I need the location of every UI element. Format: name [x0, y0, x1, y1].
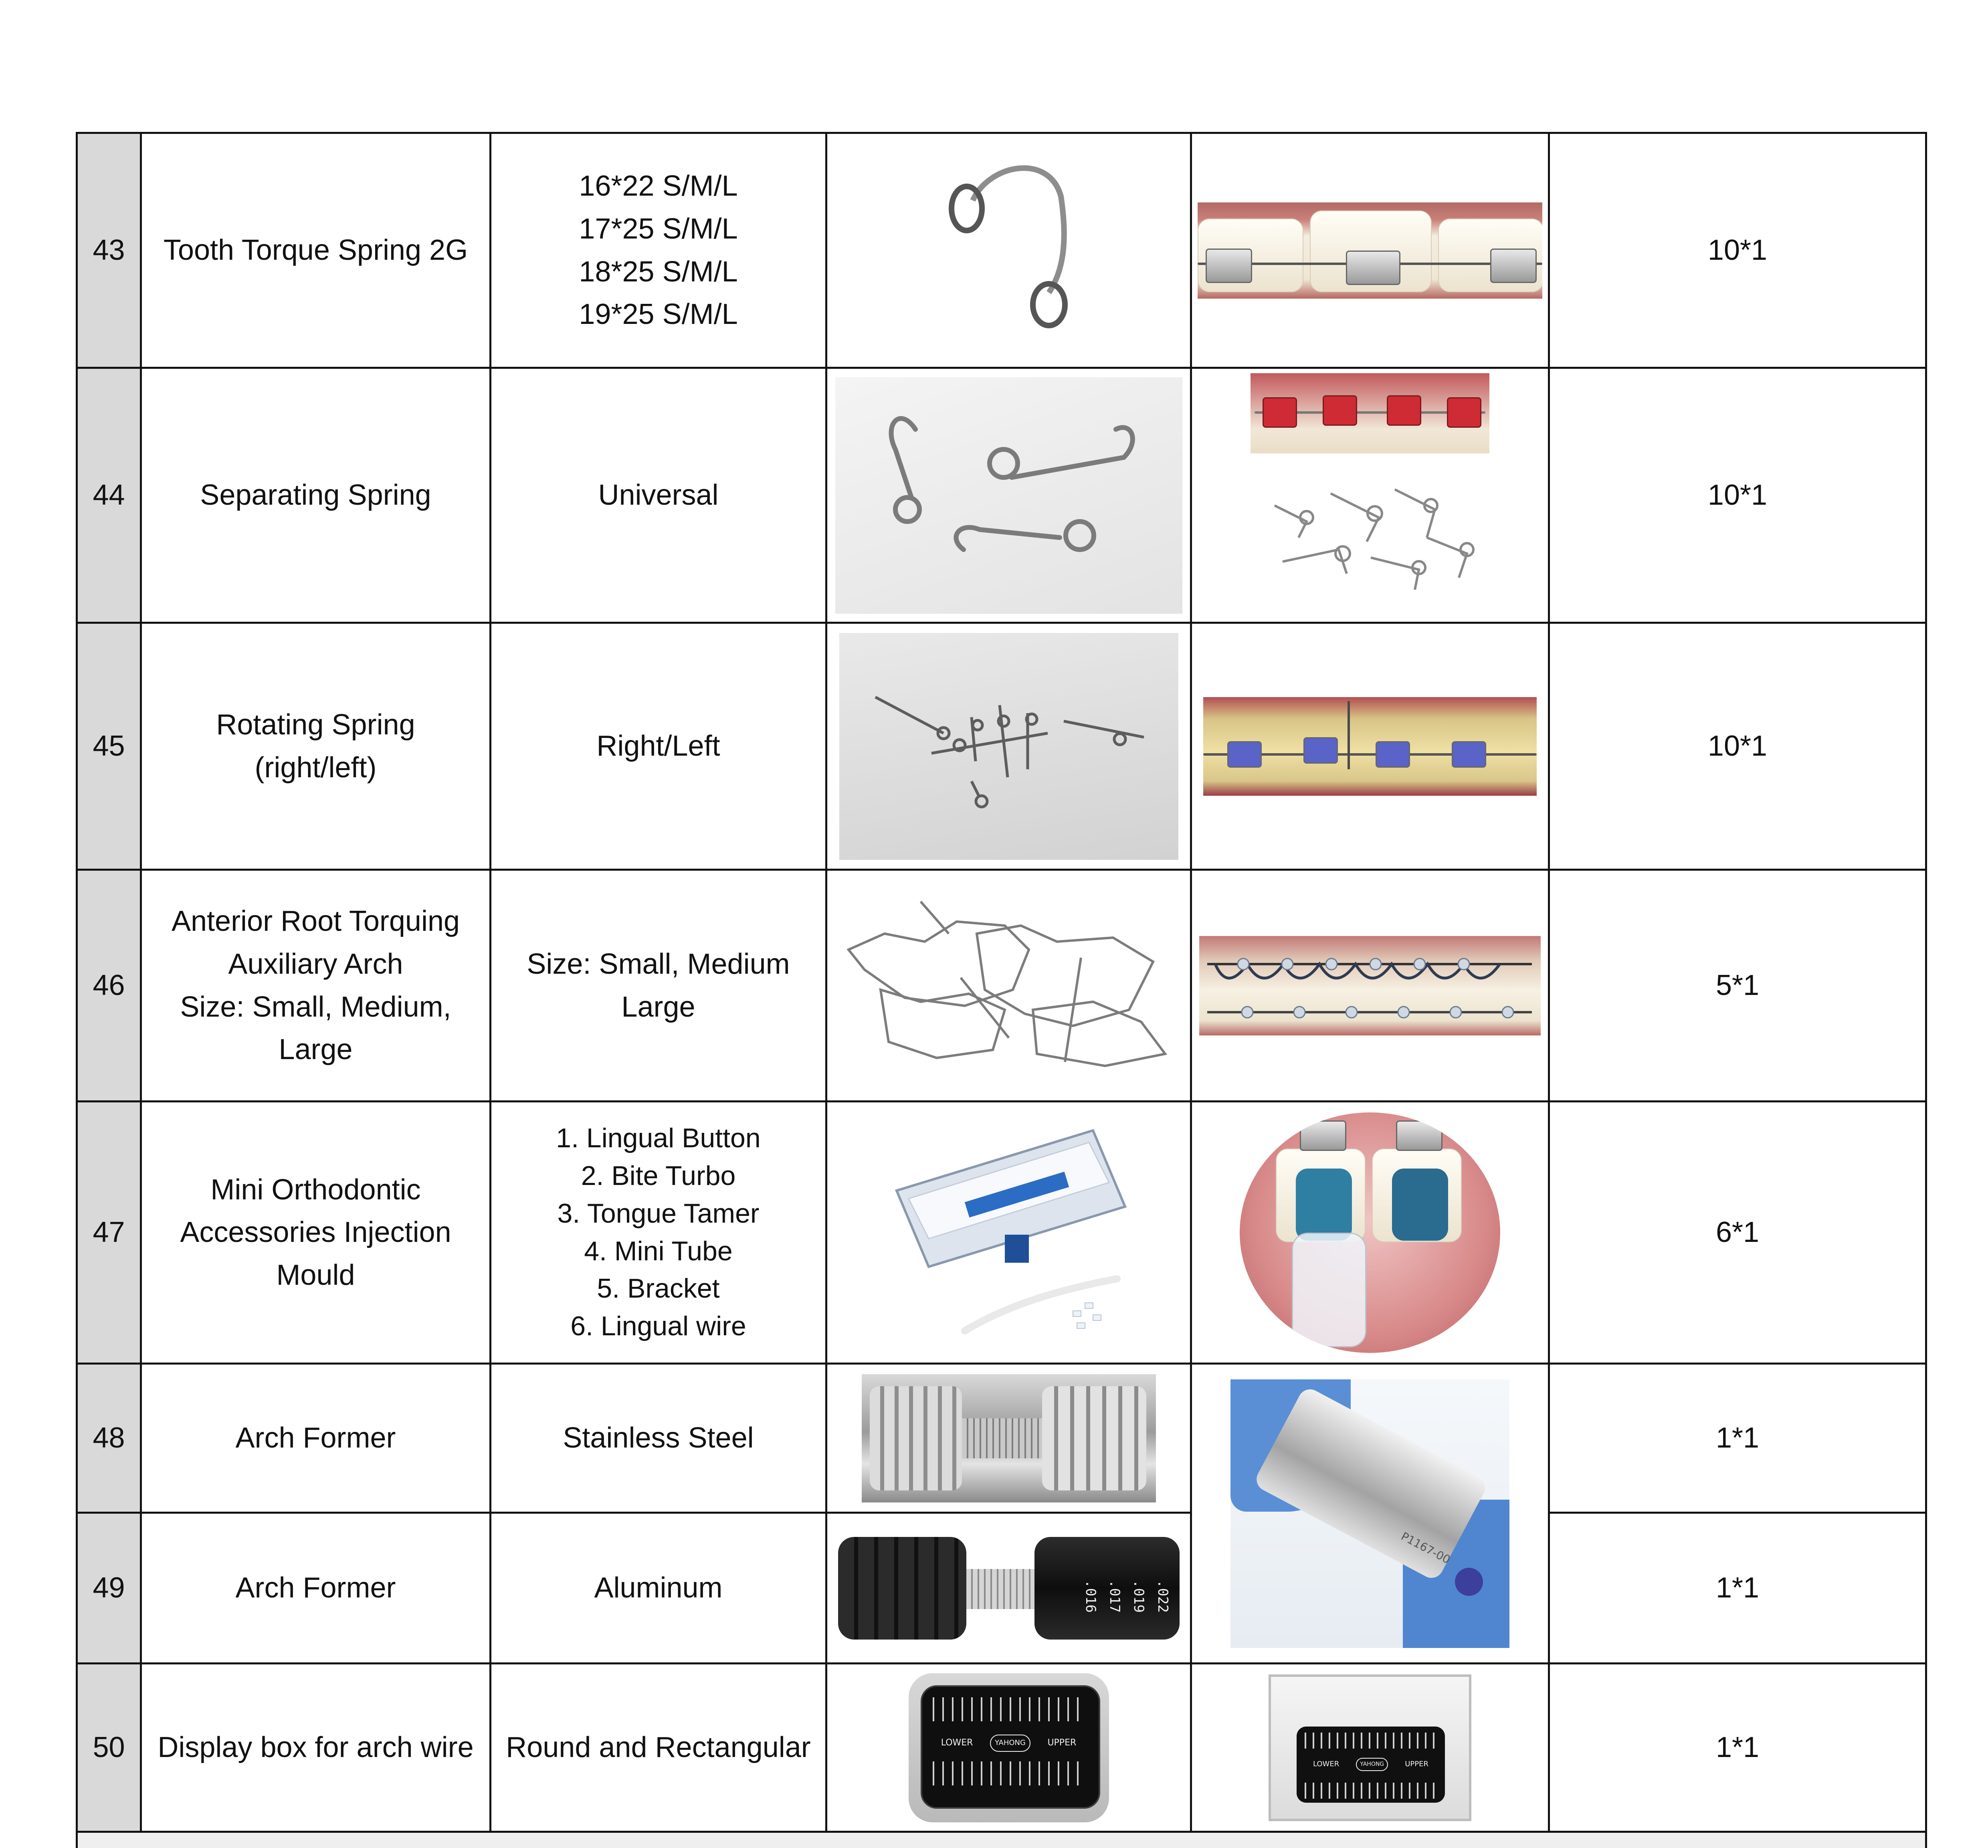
product-name: [141, 870, 491, 1102]
product-name-line: Accessories Injection: [180, 1216, 451, 1249]
arch-in-mouth-graphic: [1199, 936, 1541, 1035]
row-number: 43: [77, 133, 141, 368]
row-number: 46: [77, 870, 141, 1102]
product-name: [141, 623, 491, 870]
table-row-cutoff: [77, 1832, 1926, 1848]
box-label: LOWER: [941, 1738, 973, 1748]
spec-line: Universal: [598, 479, 719, 512]
product-name: [141, 1513, 491, 1664]
spec-line: 5. Bracket: [597, 1273, 720, 1304]
product-name-line: Arch Former: [235, 1572, 396, 1604]
product-name: [141, 133, 491, 368]
product-name-line: Size: Small, Medium,: [180, 991, 451, 1023]
row-number: 49: [77, 1513, 141, 1664]
product-name-line: Auxiliary Arch: [228, 948, 403, 980]
former-mark: .017: [1106, 1580, 1123, 1613]
box-label: YAHONG: [990, 1735, 1030, 1752]
torque-spring-photo: [929, 148, 1089, 353]
separating-spring-usage-photo: [1251, 373, 1489, 618]
table-row: [77, 1102, 1926, 1364]
spec-line: 16*22 S/M/L: [579, 170, 738, 202]
product-image-cell: [826, 368, 1191, 623]
product-spec: [491, 133, 826, 368]
box-label: UPPER: [1405, 1760, 1428, 1769]
product-name-line: Rotating Spring: [216, 708, 415, 741]
table-row: [77, 133, 1926, 368]
table-row: [77, 623, 1926, 870]
usage-image-cell: [1191, 133, 1549, 368]
rotating-spring-photo: [839, 633, 1178, 860]
usage-image-cell: [1191, 1364, 1549, 1664]
table-row: [77, 1364, 1926, 1513]
row-number: 47: [77, 1102, 141, 1364]
spec-line: 18*25 S/M/L: [579, 255, 738, 288]
former-mark: .022: [1154, 1580, 1171, 1613]
row-number: 44: [77, 368, 141, 623]
product-image-cell: [826, 1513, 1191, 1664]
row-number: 45: [77, 623, 141, 870]
torque-spring-in-mouth-photo: [1198, 202, 1542, 299]
auxiliary-arch-graphic: [832, 877, 1185, 1094]
box-label: LOWER: [1313, 1760, 1339, 1769]
spec-line: Large: [621, 991, 695, 1023]
table-row: [77, 1664, 1926, 1832]
usage-image-cell: [1191, 870, 1549, 1102]
separating-spring-graphic: [835, 377, 1182, 614]
box-label: UPPER: [1047, 1738, 1077, 1748]
product-name-line: Tooth Torque Spring 2G: [163, 234, 468, 267]
mould-kit-graphic: [885, 1114, 1133, 1351]
product-name-line: Anterior Root Torquing: [171, 905, 460, 938]
rotating-spring-graphic: [839, 633, 1178, 860]
quantity: 10*1: [1549, 623, 1926, 870]
spec-line: 19*25 S/M/L: [579, 298, 738, 331]
product-name-line: Arch Former: [235, 1422, 396, 1454]
product-name-line: Large: [279, 1033, 353, 1066]
product-image-cell: [826, 133, 1191, 368]
product-name: [141, 1664, 491, 1832]
product-spec: [491, 1102, 826, 1364]
product-sheet: [76, 132, 1925, 1848]
spec-line: Right/Left: [596, 730, 720, 762]
quantity: 10*1: [1549, 133, 1926, 368]
spec-line: Size: Small, Medium: [527, 948, 790, 980]
auxiliary-arch-photo: [832, 877, 1185, 1094]
product-name: [141, 368, 491, 623]
product-spec: [491, 870, 826, 1102]
product-image-cell: [826, 1664, 1191, 1832]
bite-turbo-closeup-photo: [1240, 1112, 1500, 1353]
separating-spring-photo: [835, 377, 1182, 614]
spec-line: 17*25 S/M/L: [579, 212, 738, 245]
torque-spring-graphic: [929, 148, 1089, 353]
quantity: 5*1: [1549, 870, 1926, 1102]
table-row: [77, 1513, 1926, 1664]
usage-image-cell: [1191, 368, 1549, 623]
product-name: [141, 1102, 491, 1364]
spec-line: 6. Lingual wire: [570, 1311, 746, 1342]
former-part-number: P1167-00: [1399, 1529, 1453, 1567]
loose-springs-graphic: [1251, 457, 1489, 618]
spec-line: Aluminum: [594, 1572, 723, 1604]
product-spec: [491, 1513, 826, 1664]
spec-line: 2. Bite Turbo: [581, 1160, 736, 1191]
table-row: [77, 870, 1926, 1102]
product-name-line: Display box for arch wire: [158, 1731, 474, 1764]
usage-image-cell: [1191, 623, 1549, 870]
product-image-cell: [826, 623, 1191, 870]
product-name-line: Separating Spring: [200, 479, 431, 512]
row-number: 48: [77, 1364, 141, 1513]
former-mark: .016: [1082, 1580, 1099, 1613]
product-image-cell: [826, 1102, 1191, 1364]
spec-line: 1. Lingual Button: [556, 1123, 761, 1154]
product-name-line: (right/left): [255, 751, 377, 784]
spec-line: Round and Rectangular: [506, 1731, 811, 1764]
arch-former-in-hand-photo: [1230, 1379, 1509, 1648]
injection-mould-kit-photo: [885, 1114, 1133, 1351]
quantity: 10*1: [1549, 368, 1926, 623]
spec-line: 4. Mini Tube: [584, 1235, 733, 1266]
product-spec: [491, 368, 826, 623]
usage-image-cell: [1191, 1664, 1549, 1832]
rotating-spring-in-mouth-photo: [1203, 697, 1537, 796]
quantity: 1*1: [1549, 1664, 1926, 1832]
product-spec: [491, 1364, 826, 1513]
product-image-cell: [826, 870, 1191, 1102]
product-image-cell: [826, 1364, 1191, 1513]
steel-arch-former-photo: [862, 1374, 1156, 1502]
product-spec: [491, 1664, 826, 1832]
row-number: 50: [77, 1664, 141, 1832]
product-table: [76, 132, 1927, 1848]
spec-line: 3. Tongue Tamer: [557, 1198, 760, 1229]
aluminum-arch-former-photo: [838, 1533, 1180, 1644]
display-box-photo: [909, 1673, 1109, 1822]
table-row: [77, 368, 1926, 623]
product-name-line: Mould: [276, 1259, 355, 1291]
quantity: 6*1: [1549, 1102, 1926, 1364]
quantity: 1*1: [1549, 1513, 1926, 1664]
auxiliary-arch-in-mouth-photo: [1199, 936, 1541, 1035]
usage-image-cell: [1191, 1102, 1549, 1364]
product-name-line: Mini Orthodontic: [210, 1173, 421, 1206]
spec-line: Stainless Steel: [563, 1422, 754, 1454]
former-mark: .019: [1130, 1580, 1147, 1613]
display-box-acrylic-photo: [1269, 1674, 1471, 1821]
product-spec: [491, 623, 826, 870]
box-label: YAHONG: [1356, 1758, 1388, 1771]
quantity: 1*1: [1549, 1364, 1926, 1513]
product-name: [141, 1364, 491, 1513]
